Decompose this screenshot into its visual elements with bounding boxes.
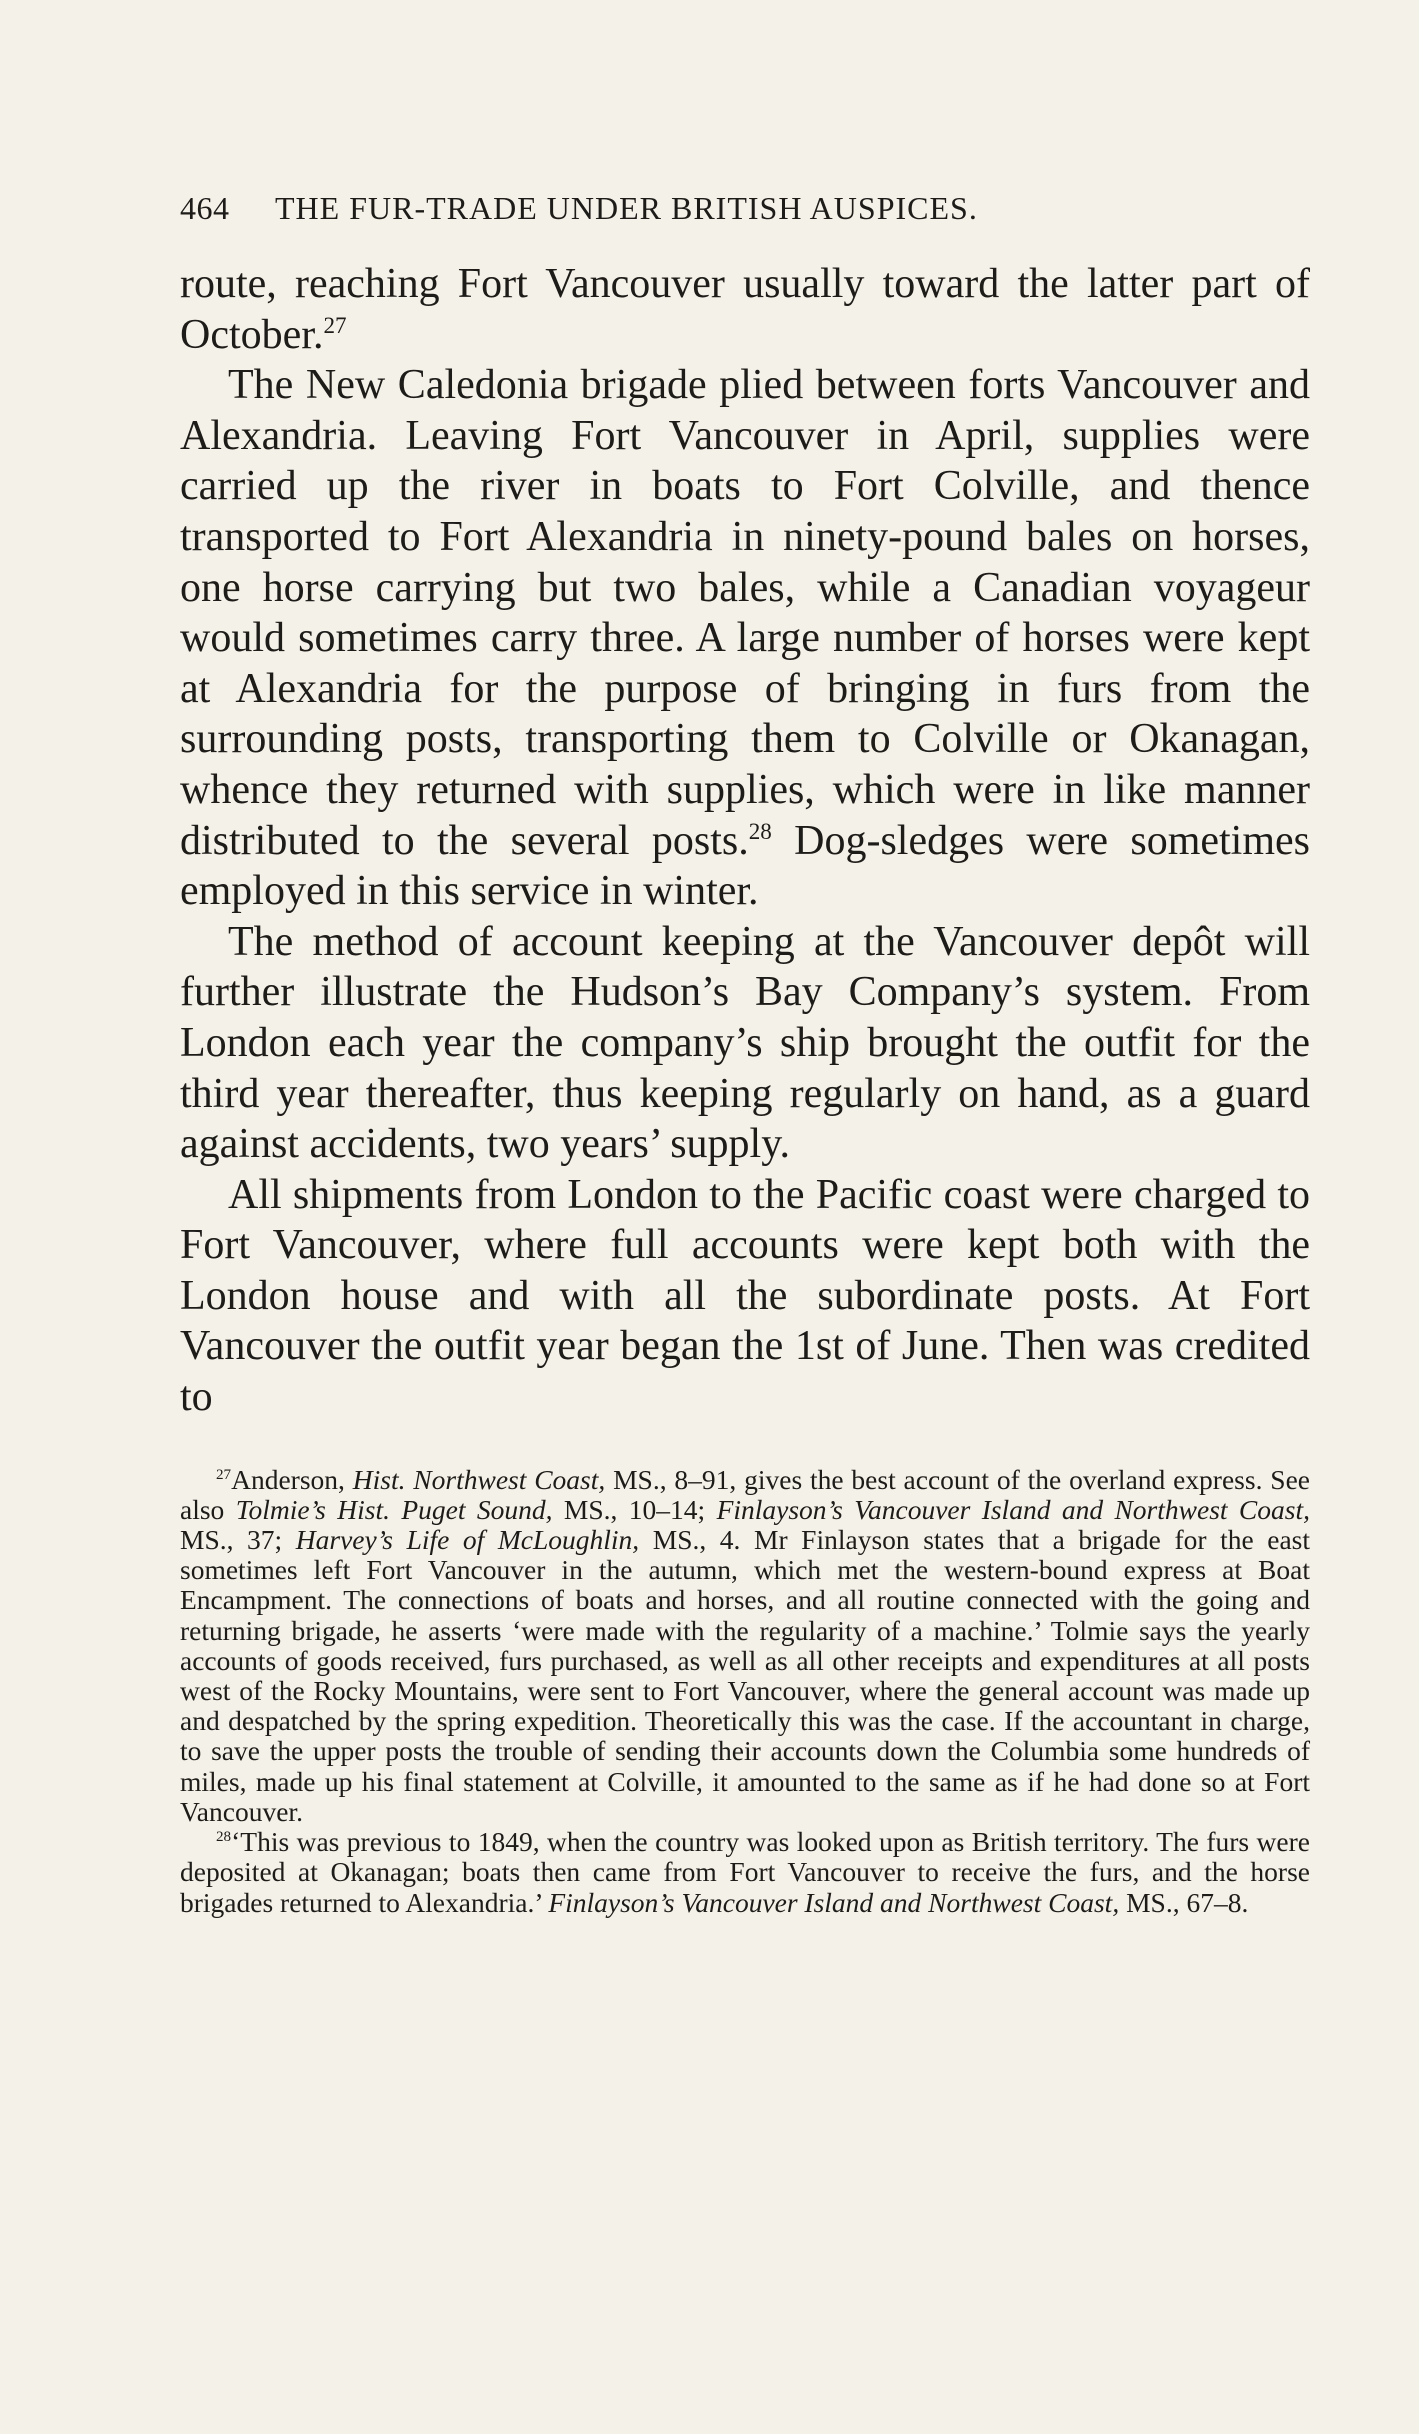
footnote-27-citation: Finlayson’s Vancouver Island and Northwest Coast, [716, 1493, 1310, 1525]
body-text [180, 259, 1310, 1423]
footnote-28-citation: Finlayson’s Vancouver Island and Northwest Coast, [548, 1886, 1120, 1918]
paragraph-2 [180, 360, 1310, 917]
footnote-ref-28: 28 [748, 817, 772, 844]
footnote-28-text: ‘This was previous to 1849, when the country was looked upon as British territory. The furs were deposited at Okanagan; boats then came from Fort Vancouver to receive the furs, and the horse brigades returned to Alexandria.’ [180, 1826, 1310, 1918]
footnote-28-text: MS., 67–8. [1119, 1886, 1249, 1918]
running-title: THE FUR-TRADE UNDER BRITISH AUSPICES. [275, 190, 978, 226]
footnote-27-text: MS., 8–91, gives the best account of the overland express. See also [180, 1463, 1310, 1525]
paragraph-4: All shipments from London to the Pacific coast were charged to Fort Vancouver, where full accounts were kept both with the London house and with all the subordinate posts. At Fort Vancouver the outfit year began the 1st of June. Then was credited to [180, 1171, 1310, 1421]
footnote-27-text: MS., 4. Mr Finlayson states that a brigade for the east sometimes left Fort Vancouver in the autumn, which met the western-bound express at Boat Encampment. The connections of boats and horses, and all routine connected with the going and returning brigade, he asserts ‘were made with the regularity of a machine.’ Tolmie says the yearly accounts of goods received, furs purchased, as well as all other receipts and expenditures at all posts west of the Rocky Mountains, were sent to Fort Vancouver, where the general account was made up and despatched by the spring expedition. Theoretically this was the case. If the accountant in charge, to save the upper posts the trouble of sending their accounts down the Columbia some hundreds of miles, made up his final statement at Colville, it amounted to the same as if he had done so at Fort Vancouver. [180, 1524, 1310, 1827]
footnote-28 [180, 1827, 1310, 1918]
footnote-ref-27: 27 [323, 311, 347, 338]
paragraph-2-text-b: Dog-sledges were sometimes employed in this service in winter. [180, 817, 1310, 915]
book-page [180, 190, 1310, 1918]
footnote-27 [180, 1465, 1310, 1827]
footnote-27-text: MS., 10–14; [552, 1493, 717, 1525]
page-number: 464 [180, 190, 230, 226]
footnote-27-text: Anderson, [231, 1463, 353, 1495]
footnote-27-citation: Tolmie’s Hist. Puget Sound, [235, 1493, 553, 1525]
footnote-27-citation: Harvey’s Life of McLoughlin, [295, 1524, 640, 1556]
running-head [180, 190, 1310, 227]
paragraph-1-text: route, reaching Fort Vancouver usually toward the latter part of October. [180, 261, 1310, 358]
paragraph-3: The method of account keeping at the Vancouver depôt will further illustrate the Hudson’s Bay Company’s system. From London each year the company’s ship brought the outfit for the third year thereafter, thus keeping regularly on hand, as a guard against accidents, two years’ supply. [180, 918, 1310, 1168]
paragraph-2-text-a: The New Caledonia brigade plied between forts Vancouver and Alexandria. Leaving Fort Vancouver in April, supplies were carried up the river in boats to Fort Colville, and thence transported to Fort Alexandria in ninety-pound bales on horses, one horse carrying but two bales, while a Canadian voyageur would sometimes carry three. A large number of horses were kept at Alexandria for the purpose of bringing in furs from the surrounding posts, transporting them to Colville or Okanagan, whence they returned with supplies, which were in like manner distributed to the several posts. [180, 362, 1310, 864]
footnote-28-mark: 28 [216, 1828, 232, 1845]
footnotes [180, 1465, 1310, 1918]
paragraph-1 [180, 259, 1310, 360]
footnote-27-citation: Hist. Northwest Coast, [352, 1463, 606, 1495]
footnote-27-mark: 27 [216, 1466, 232, 1483]
footnote-27-text: MS., 37; [180, 1524, 296, 1556]
